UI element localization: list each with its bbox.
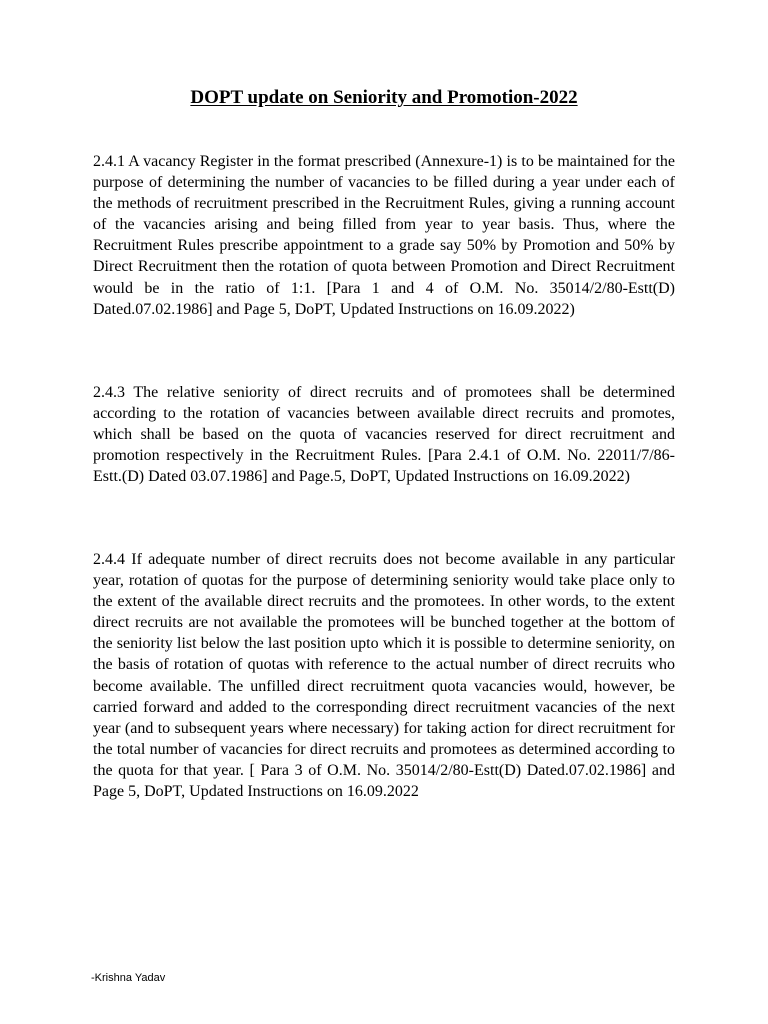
paragraph-2-4-1: 2.4.1 A vacancy Register in the format prescribed (Annexure-1) is to be maintained for the purpose of determining the number of vacancies to be filled during a year under each of the methods of recruitment prescribed in the Recruitment Rules, giving a running account of the vacancies arising and being filled from year to year basis. Thus, where the Recruitment Rules prescribe appointment to a grade say 50% by Promotion and 50% by Direct Recruitment then the rotation of quota between Promotion and Direct Recruitment would be in the ratio of 1:1. [Para 1 and 4 of O.M. No. 35014/2/80-Estt(D) Dated.07.02.1986] and Page 5, DoPT, Updated Instructions on 16.09.2022) — [93, 153, 675, 318]
author-signature: -Krishna Yadav — [91, 972, 166, 984]
document-title: DOPT update on Seniority and Promotion-2022 — [190, 87, 578, 108]
paragraph-2-4-3: 2.4.3 The relative seniority of direct recruits and of promotees shall be determined according to the rotation of vacancies between available direct recruits and promotes, which shall be based on the quota of vacancies reserved for direct recruitment and promotion respectively in the Recruitment Rules. [Para 2.4.1 of O.M. No. 22011/7/86-Estt.(D) Dated 03.07.1986] and Page.5, DoPT, Updated Instructions on 16.09.2022) — [93, 384, 675, 486]
paragraph-2-4-4: 2.4.4 If adequate number of direct recruits does not become available in any particular year, rotation of quotas for the purpose of determining seniority would take place only to the extent of the available direct recruits and the promotees. In other words, to the extent direct recruits are not available the promotees will be bunched together at the bottom of the seniority list below the last position upto which it is possible to determine seniority, on the basis of rotation of quotas with reference to the actual number of direct recruits who become available. The unfilled direct recruitment quota vacancies would, however, be carried forward and added to the corresponding direct recruitment vacancies of the next year (and to subsequent years where necessary) for taking action for direct recruitment for the total number of vacancies for direct recruits and promotees as determined according to the quota for that year. [ Para 3 of O.M. No. 35014/2/80-Estt(D) Dated.07.02.1986] and Page 5, DoPT, Updated Instructions on 16.09.2022 — [93, 551, 675, 801]
